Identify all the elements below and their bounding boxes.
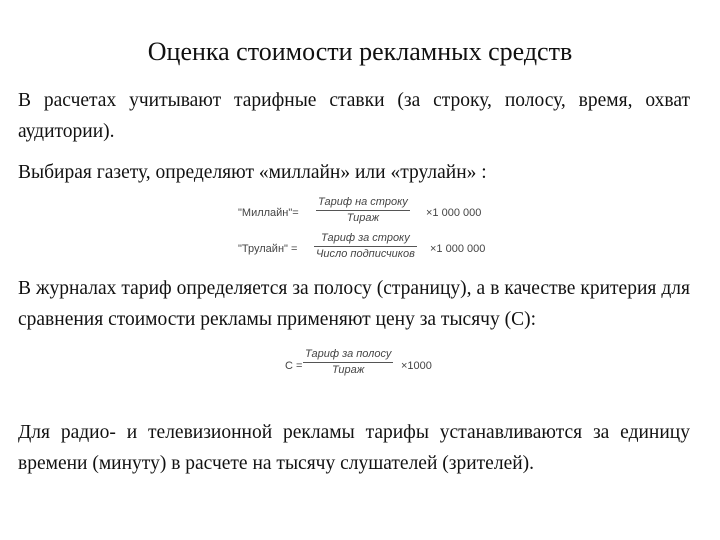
formula-truline-lhs: "Трулайн" =	[238, 243, 298, 255]
paragraph-magazines: В журналах тариф определяется за полосу (страницу), а в качестве критерия для сравнения стоимости рекламы применяют цену за тысячу (С):	[18, 278, 690, 330]
formula-milline-multiplier: ×1 000 000	[426, 207, 482, 219]
formula-cpm-numerator: Тариф за полосу	[305, 348, 392, 360]
formula-milline	[238, 196, 498, 234]
paragraph-newspaper: Выбирая газету, определяют «миллайн» или «трулайн» :	[18, 162, 487, 183]
formula-cpm-multiplier: ×1000	[401, 360, 432, 372]
formula-truline-multiplier: ×1 000 000	[430, 243, 486, 255]
formula-cpm	[285, 348, 465, 386]
formula-milline-fraction	[316, 196, 410, 225]
formula-cpm-fraction	[303, 348, 393, 377]
formula-truline-fraction	[314, 232, 417, 261]
fraction-bar	[316, 210, 410, 211]
fraction-bar	[303, 362, 393, 363]
formula-milline-lhs: "Миллайн"=	[238, 207, 299, 219]
formula-truline-numerator: Тариф за строку	[321, 232, 410, 244]
paragraph-tariff-rates: В расчетах учитывают тарифные ставки (за строку, полосу, время, охват аудитории).	[18, 90, 690, 142]
fraction-bar	[314, 246, 417, 247]
paragraph-radio-tv: Для радио- и телевизионной рекламы тарифы устанавливаются за единицу времени (минуту) в расчете на тысячу слушателей (зрителей).	[18, 422, 690, 474]
formula-milline-numerator: Тариф на строку	[318, 196, 408, 208]
formula-cpm-lhs: С =	[285, 360, 303, 372]
formula-truline	[238, 232, 508, 270]
formula-cpm-denominator: Тираж	[332, 364, 365, 376]
formula-truline-denominator: Число подписчиков	[316, 248, 415, 260]
formula-milline-denominator: Тираж	[346, 212, 380, 224]
slide-title: Оценка стоимости рекламных средств	[147, 37, 573, 66]
